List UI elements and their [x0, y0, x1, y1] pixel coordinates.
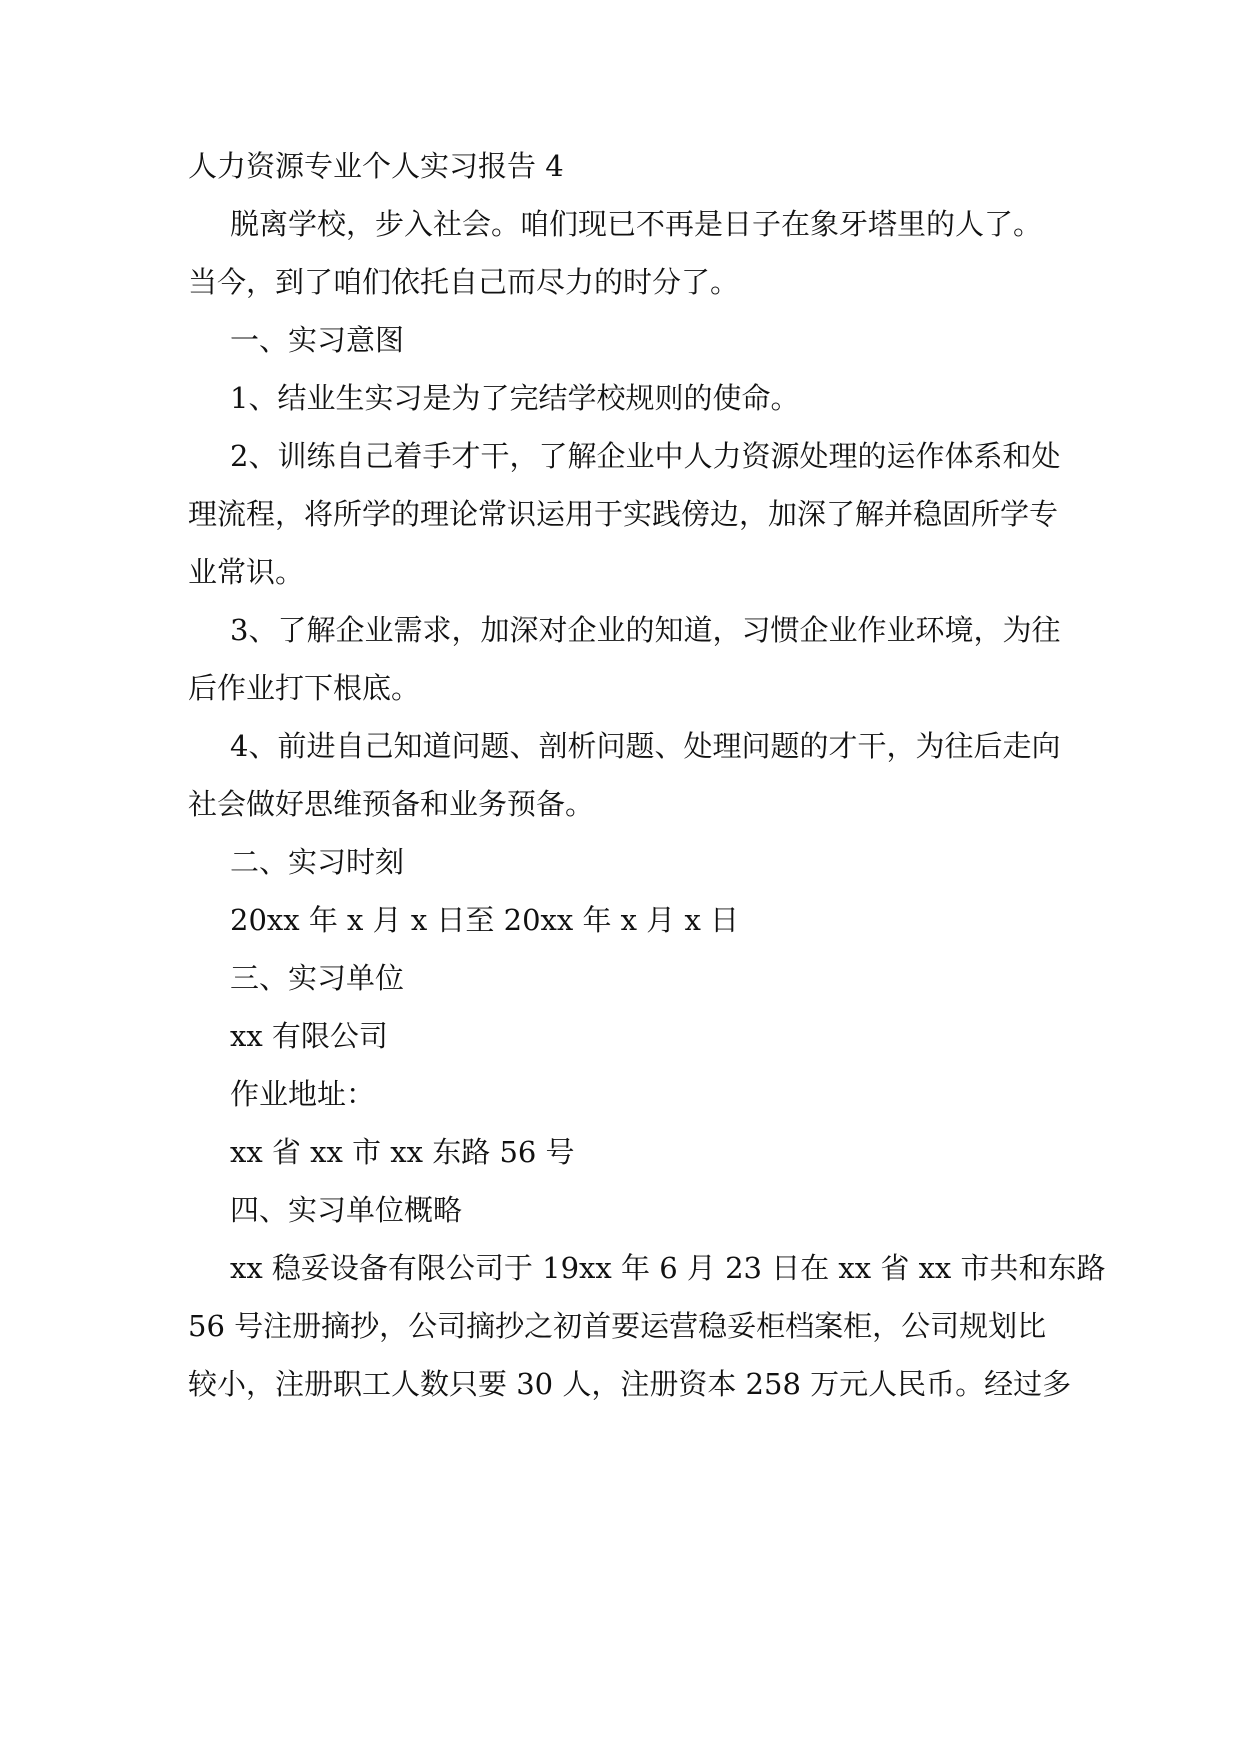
- section-4-para-line-3: 较小，注册职工人数只要 30 人，注册资本 258 万元人民币。经过多: [188, 1367, 1072, 1401]
- address-label: 作业地址：: [230, 1077, 376, 1111]
- section-2-heading: 二、实习时刻: [230, 845, 405, 879]
- section-1-item-2-line-2: 理流程，将所学的理论常识运用于实践傍边，加深了解并稳固所学专: [188, 497, 1059, 531]
- document-title: 人力资源专业个人实习报告 4: [188, 149, 564, 183]
- section-1-item-3-line-1: 3、了解企业需求，加深对企业的知道，习惯企业作业环境，为往: [230, 613, 1061, 647]
- section-1-item-4-line-2: 社会做好思维预备和业务预备。: [188, 787, 595, 821]
- section-3-heading: 三、实习单位: [230, 961, 405, 995]
- section-1-item-2-line-3: 业常识。: [188, 555, 305, 589]
- section-1-item-4-line-1: 4、前进自己知道问题、剖析问题、处理问题的才干，为往后走向: [230, 729, 1061, 763]
- section-1-heading: 一、实习意图: [230, 323, 405, 357]
- company-address: xx 省 xx 市 xx 东路 56 号: [230, 1135, 575, 1169]
- intro-line-1: 脱离学校，步入社会。咱们现已不再是日子在象牙塔里的人了。: [230, 207, 1043, 241]
- internship-dates: 20xx 年 x 月 x 日至 20xx 年 x 月 x 日: [230, 903, 740, 937]
- section-4-heading: 四、实习单位概略: [230, 1193, 463, 1227]
- section-1-item-3-line-2: 后作业打下根底。: [188, 671, 421, 705]
- section-4-para-line-2: 56 号注册摘抄，公司摘抄之初首要运营稳妥柜档案柜，公司规划比: [188, 1309, 1047, 1343]
- company-name: xx 有限公司: [230, 1019, 388, 1053]
- section-1-item-1: 1、结业生实习是为了完结学校规则的使命。: [230, 381, 800, 415]
- intro-line-2: 当今，到了咱们依托自己而尽力的时分了。: [188, 265, 740, 299]
- section-4-para-line-1: xx 稳妥设备有限公司于 19xx 年 6 月 23 日在 xx 省 xx 市共和东路: [230, 1251, 1106, 1285]
- section-1-item-2-line-1: 2、训练自己着手才干，了解企业中人力资源处理的运作体系和处: [230, 439, 1061, 473]
